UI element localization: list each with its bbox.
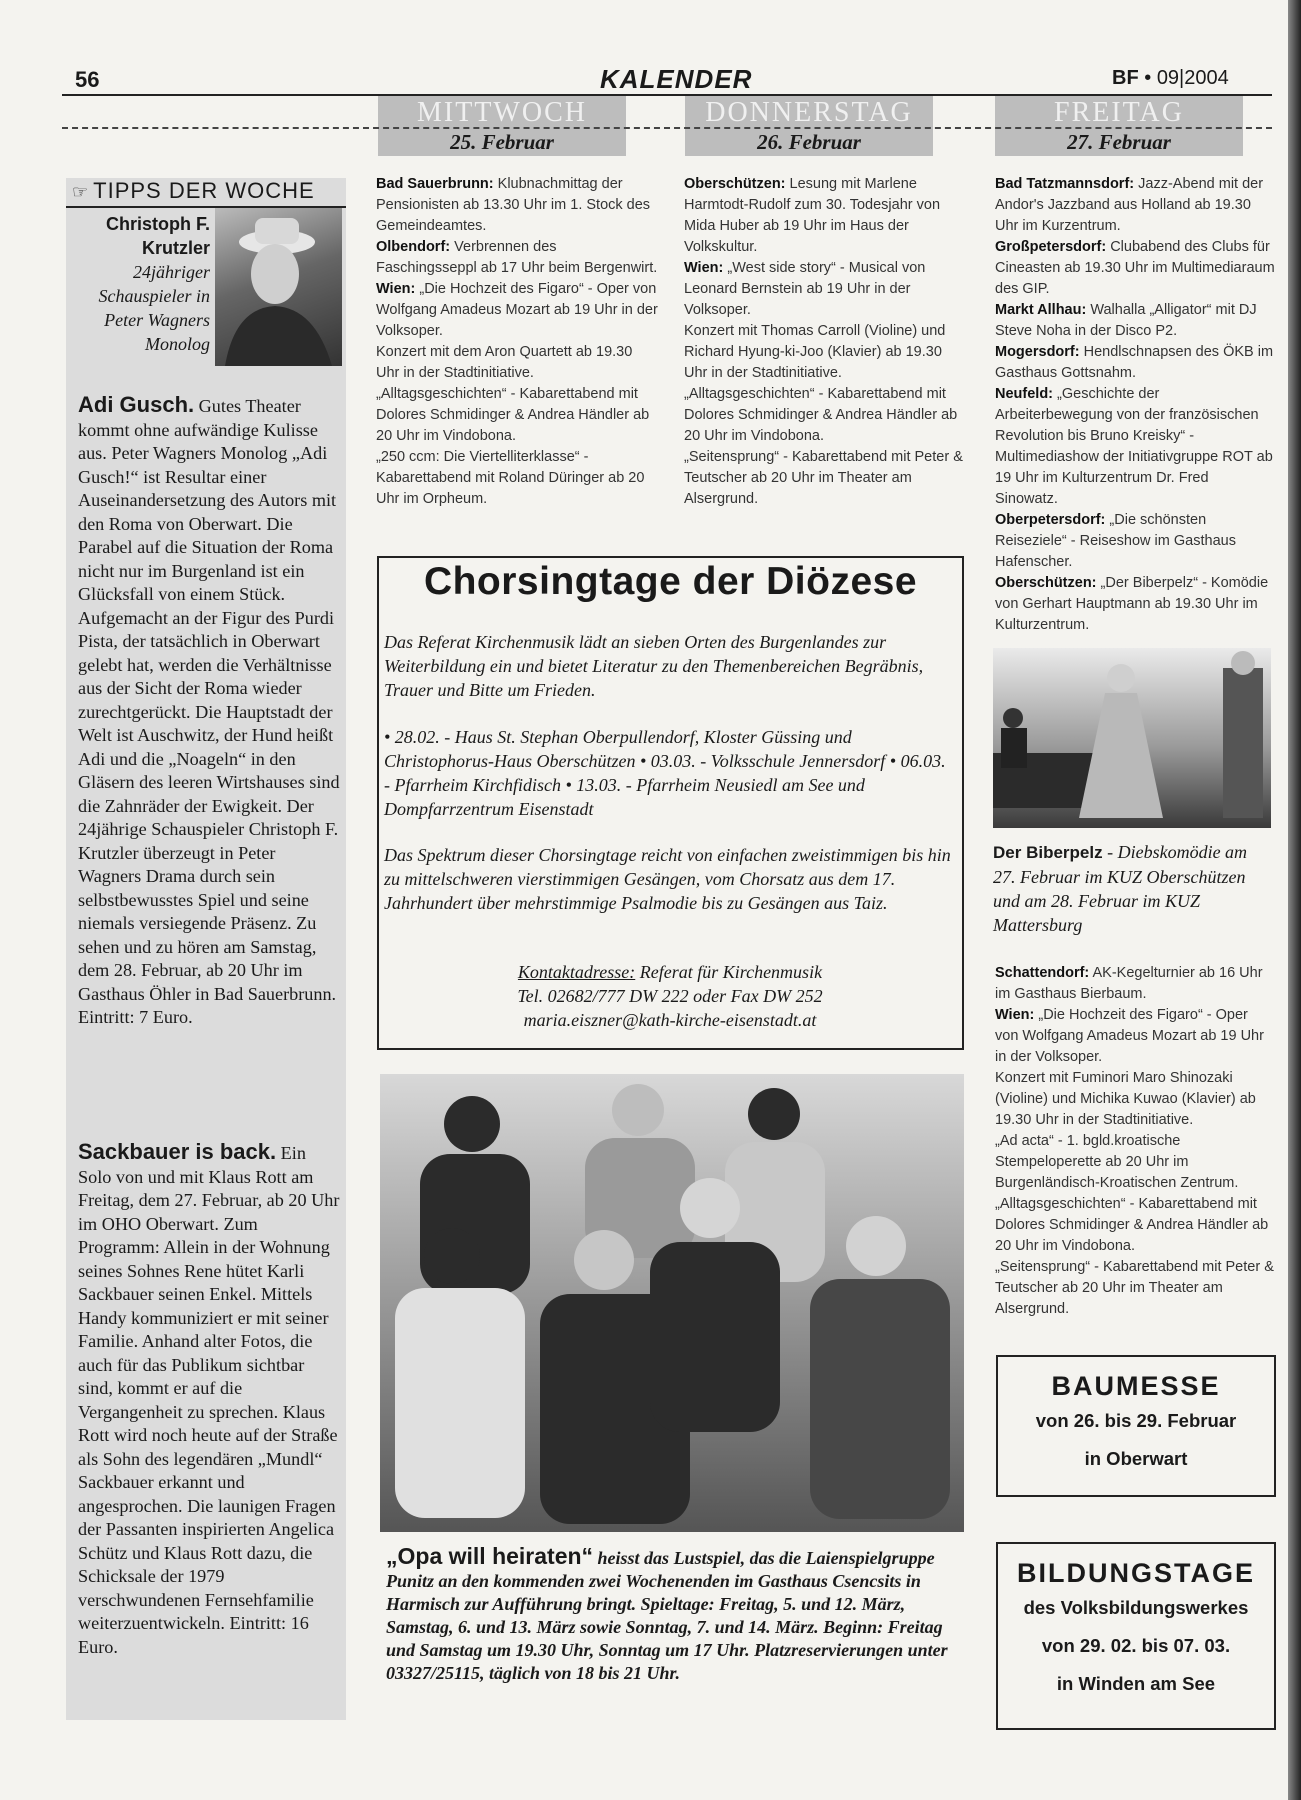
list-item: Markt Allhau: Walhalla „Alligator“ mit DJ Steve Noha in der Disco P2. [995, 302, 1257, 339]
dashed-rule [62, 127, 1272, 129]
list-item: Mogersdorf: Hendlschnapsen des ÖKB im Gasthaus Gottsnahm. [995, 344, 1274, 381]
baumesse-title: BAUMESSE [1051, 1371, 1221, 1401]
day-header-thursday: DONNERSTAG 26. Februar [685, 96, 933, 156]
article-title: Adi Gusch. [78, 392, 195, 417]
list-item: „250 ccm: Die Viertelliterklasse“ - Kabarettabend mit Roland Düringer ab 20 Uhr im Orpheum. [376, 449, 645, 507]
list-item: Neufeld: „Geschichte der Arbeiterbewegung von der französischen Revolution bis Bruno Kreisky“ - Multimediashow der Initiativgruppe ROT ab 19 Uhr im Kulturzentrum Dr. Fred Sinowatz. [995, 386, 1273, 507]
list-item: „Ad acta“ - 1. bgld.kroatische Stempeloperette ab 20 Uhr im Burgenländisch-Kroatischen Zentrum. [995, 1133, 1239, 1191]
list-item: Olbendorf: Verbrennen des Faschingsseppl ab 17 Uhr beim Bergenwirt. [376, 239, 658, 276]
list-item: Konzert mit Fuminori Maro Shinozaki (Violine) und Michika Kuwao (Klavier) ab 19.30 Uhr in der Stadtinitiative. [995, 1070, 1256, 1128]
article-title: Sackbauer is back. [78, 1139, 277, 1164]
biberpelz-photo [993, 648, 1271, 828]
portrait-photo [215, 208, 342, 366]
biberpelz-caption: Der Biberpelz - Diebskomödie am 27. Februar im KUZ Oberschützen und am 28. Februar im KUZ Mattersburg [993, 842, 1248, 935]
list-item: Wien: „Die Hochzeit des Figaro“ - Oper von Wolfgang Amadeus Mozart ab 19 Uhr in der Volksoper. [995, 1007, 1264, 1065]
day-header-friday: FREITAG 27. Februar [995, 96, 1243, 156]
list-item: Schattendorf: AK-Kegelturnier ab 16 Uhr im Gasthaus Bierbaum. [995, 965, 1263, 1002]
baumesse-box: BAUMESSE von 26. bis 29. Februar in Oberwart [996, 1355, 1276, 1497]
list-item: Konzert mit dem Aron Quartett ab 19.30 Uhr in der Stadtinitiative. [376, 344, 633, 381]
group-figures [380, 1074, 964, 1532]
portrait-caption: Christoph F. Krutzler 24jähriger Schauspieler in Peter Wagners Monolog [98, 214, 210, 354]
list-item: „Alltagsgeschichten“ - Kabarettabend mit Dolores Schmidinger & Andrea Händler ab 20 Uhr im Vindobona. [995, 1196, 1269, 1254]
stage-figures [993, 648, 1271, 828]
tipps-heading: ☞ TIPPS DER WOCHE [66, 178, 346, 208]
chorsingtage-title: Chorsingtage der Diözese [423, 560, 918, 603]
page-spine-shadow [1288, 0, 1301, 1800]
opa-caption: „Opa will heiraten“ heisst das Lustspiel, das die Laienspielgruppe Punitz an den kommenden zwei Wochenenden im Gasthaus Csencsits in Harmisch zur Aufführung bringt. Spieltage: Freitag, 5. und 12. März, Samstag, 6. und 13. März sowie Sonntag, 7. und 14. März. Beginn: Freitag und Samstag um 19.30 Uhr, Sonntag um 17 Uhr. Platzreservierungen unter 03327/25115, täglich von 18 bis 21 Uhr. [386, 1543, 948, 1683]
thursday-listings [684, 174, 966, 510]
wednesday-listings [376, 174, 658, 510]
portrait-figure [215, 208, 342, 366]
list-item: „Seitensprung“ - Kabarettabend mit Peter & Teutscher ab 20 Uhr im Theater am Alsergrund. [995, 1259, 1274, 1317]
list-item: Wien: „Die Hochzeit des Figaro“ - Oper von Wolfgang Amadeus Mozart ab 19 Uhr in der Volksoper. [376, 281, 658, 339]
bildungstage-box: BILDUNGSTAGE des Volksbildungswerkes von 29. 02. bis 07. 03. in Winden am See [996, 1542, 1276, 1730]
list-item: Wien: „West side story“ - Musical von Leonard Bernstein ab 19 Uhr in der Volksoper. [684, 260, 926, 318]
bildungstage-title: BILDUNGSTAGE [1017, 1558, 1255, 1588]
opa-title: „Opa will heiraten“ [386, 1543, 594, 1569]
chorsingtage-contact: Kontaktadresse: Referat für Kirchenmusik Tel. 02682/777 DW 222 oder Fax DW 252 maria.eiszner@kath-kirche-eisenstadt.at [517, 962, 823, 1030]
list-item: Oberpetersdorf: „Die schönsten Reiseziele“ - Reiseshow im Gasthaus Hafenscher. [995, 512, 1236, 570]
list-item: Oberschützen: „Der Biberpelz“ - Komödie von Gerhart Hauptmann ab 19.30 Uhr im Kulturzentrum. [995, 575, 1269, 633]
issue-label: BF • 09|2004 [1112, 67, 1229, 89]
list-item: „Alltagsgeschichten“ - Kabarettabend mit Dolores Schmidinger & Andrea Händler ab 20 Uhr im Vindobona. [376, 386, 650, 444]
chorsingtage-intro: Das Referat Kirchenmusik lädt an sieben Orten des Burgenlandes zur Weiterbildung ein und bietet Literatur zu den Themenbereichen Begräbnis, Trauer und Bitte um Frieden. [384, 632, 924, 700]
group-photo [380, 1074, 964, 1532]
chorsingtage-spectrum: Das Spektrum dieser Chorsingtage reicht von einfachen zweistimmigen bis hin zu mittelschweren vierstimmigen Gesängen, vom Chorsatz aus dem 17. Jahrhundert über mehrstimmige Psalmodie bis zu Gesängen aus Taiz. [384, 845, 951, 913]
page-number: 56 [75, 67, 100, 92]
list-item: „Seitensprung“ - Kabarettabend mit Peter & Teutscher ab 20 Uhr im Theater am Alsergrund. [684, 449, 963, 507]
article-adi-gusch: Adi Gusch. Gutes Theater kommt ohne aufwändige Kulisse aus. Peter Wagners Monolog „Adi Gusch!“ ist Resultar einer Auseinandersetzung des Autors mit den Roma von Oberwart. Die Parabel auf die Situation der Roma nicht nur im Burgenland ist ein Glücksfall von einem Stück. Aufgemacht an der Figur des Purdi Pista, der tatsächlich in Oberwart gelebt hat, werden die Verhältnisse aus der Sicht der Roma wieder zurechtgerückt. Die Hauptstadt der Welt ist Auschwitz, der Hund heißt Adi und die „Noageln“ in den Gläsern des leeren Wirtshauses sind die Zahnräder der Ewigkeit. Der 24jährige Schauspieler Christoph F. Krutzler überzeugt in Peter Wagners Drama durch sein selbstbewusstes Spiel und seine niemals versiegende Präsenz. Zu sehen und zu hören am Samstag, dem 28. Februar, ab 20 Uhr im Gasthaus Öhler in Bad Sauerbrunn. Eintritt: 7 Euro. [78, 392, 340, 1027]
hand-pointer-icon: ☞ [72, 182, 90, 202]
list-item: Konzert mit Thomas Carroll (Violine) und Richard Hyung-ki-Joo (Klavier) ab 19.30 Uhr in der Stadtinitiative. [684, 323, 946, 381]
more-listings [995, 963, 1275, 1320]
friday-listings [995, 174, 1275, 636]
biberpelz-title: Der Biberpelz [993, 843, 1103, 862]
chorsingtage-dates: • 28.02. - Haus St. Stephan Oberpullendorf, Kloster Güssing und Christophorus-Haus Oberschützen • 03.03. - Volksschule Jennersdorf • 06.03. - Pfarrheim Kirchfidisch • 13.03. - Pfarrheim Neusiedl am See und Dompfarrzentrum Eisenstadt [384, 727, 946, 819]
section-title: KALENDER [600, 64, 753, 94]
list-item: „Alltagsgeschichten“ - Kabarettabend mit Dolores Schmidinger & Andrea Händler ab 20 Uhr im Vindobona. [684, 386, 958, 444]
list-item: Bad Tatzmannsdorf: Jazz-Abend mit der Andor's Jazzband aus Holland ab 19.30 Uhr im Kurzentrum. [995, 176, 1264, 234]
list-item: Bad Sauerbrunn: Klubnachmittag der Pensionisten ab 13.30 Uhr im 1. Stock des Gemeindeamtes. [376, 176, 651, 234]
list-item: Oberschützen: Lesung mit Marlene Harmtodt-Rudolf zum 30. Todesjahr von Mida Huber ab 19 Uhr im Haus der Volkskultur. [684, 176, 941, 255]
list-item: Großpetersdorf: Clubabend des Clubs für Cineasten ab 19.30 Uhr im Multimediaraum des GIP. [995, 239, 1275, 297]
article-sackbauer: Sackbauer is back. Ein Solo von und mit Klaus Rott am Freitag, dem 27. Februar, ab 20 Uhr im OHO Oberwart. Zum Programm: Allein in der Wohnung seines Sohnes Rene hütet Karli Sackbauer seinen Enkel. Mittels Handy kommuniziert er mit seiner Familie. Anhand alter Fotos, die auch für das Publikum sichtbar sind, kommt er auf die Vergangenheit zu sprechen. Klaus Rott wird noch heute auf der Straße als Sohn des legendären „Mundl“ Sackbauer erkannt und angesprochen. Die launigen Fragen der Passanten inspirierten Angelica Schütz und Klaus Rott dazu, die Schicksale der 1979 verschwundenen Fernsehfamilie weiterzuentwickeln. Eintritt: 16 Euro. [78, 1139, 340, 1657]
day-header-wednesday: MITTWOCH 25. Februar [378, 96, 626, 156]
